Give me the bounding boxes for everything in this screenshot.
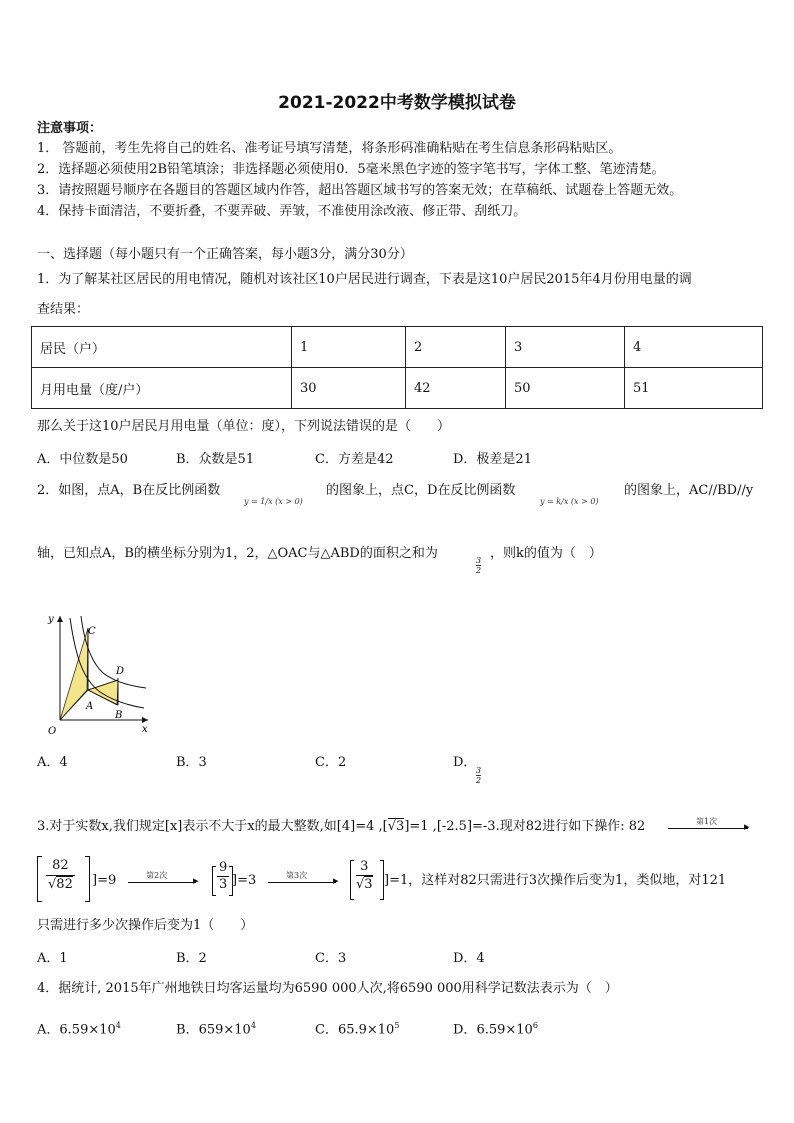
q2-graph-figure [40,610,155,738]
y-axis-arrow [57,616,63,622]
floor-bracket-left [37,856,42,902]
note-item: 4．保持卡面清洁，不要折叠，不要弄破、弄皱，不准使用涂改液、修正带、刮纸刀。 [37,204,527,219]
q3-eq-3: ]=1，这样对82只需进行3次操作后变为1，类似地，对121 [384,873,727,888]
fraction-numerator: 82 [46,857,75,876]
q3-option-a: A．1 [37,951,68,966]
q2-option-a: A．4 [37,755,68,770]
fraction-denominator: 2 [476,566,482,575]
q4-option-c [315,1017,399,1039]
q3-option-c: C．3 [315,951,347,966]
q2-line-2: 轴，已知点A，B的横坐标分别为1，2，△OAC与△ABD的面积之和为 [37,546,438,561]
q1-option-d: D．极差是21 [453,452,532,467]
page-title: 2021-2022中考数学模拟试卷 [278,93,516,113]
q2-formula-1: y = 1/x (x > 0) [244,497,303,506]
note-item: 3．请按照题号顺序在各题目的答题区域内作答，超出答题区域书写的答案无效；在草稿纸、试题卷上答题无效。 [37,183,683,198]
step-label-2: 第2次 [146,871,168,880]
table-cell: 4 [625,327,763,368]
option-base: 659×10 [198,1022,251,1038]
q2-text-3: 的图象上，AC//BD//y [624,483,754,498]
option-label: B． [176,1022,199,1038]
option-exponent: 6 [532,1021,538,1030]
label-x: x [142,724,148,735]
q4-option-b [176,1017,256,1039]
q2-option-d-fraction [476,766,481,785]
floor-bracket-left [350,860,354,900]
q2-text-1: 2．如图，点A，B在反比例函数 [37,483,221,498]
label-a: A [86,701,94,712]
table-cell: 1 [292,327,406,368]
table-cell: 42 [406,368,506,409]
arrowhead-icon: ▸ [744,820,750,833]
label-c: C [88,626,96,637]
q3-eq-2: ]=3 [232,873,257,888]
fraction-denominator: √82 [48,877,73,892]
q1-option-b: B．众数是51 [176,452,255,467]
label-y: y [48,614,54,625]
arrowhead-icon: ▸ [193,874,199,887]
arrowhead-icon: ▸ [333,874,339,887]
q1-option-c: C．方差是42 [315,452,394,467]
label-b: B [115,710,123,721]
x-axis-arrow [142,717,148,723]
step-label-1: 第1次 [696,817,718,826]
q1-stem-line1: 1．为了解某社区居民的用电情况，随机对该社区10户居民进行调查，下表是这10户居民2015年4月份用电量的调 [37,272,692,287]
step-arrow-1 [668,828,748,829]
option-base: 6.59×10 [59,1022,116,1038]
q2-formula-2: y = k/x (x > 0) [540,497,599,506]
sqrt-value: 3 [396,819,405,834]
q3-text-a: 3.对于实数x,我们规定[x]表示不大于x的最大整数,如[4]=4 ,[ [37,819,388,834]
floor-bracket-left [212,866,216,896]
q1-question: 那么关于这10户居民月用电量（单位：度），下列说法错误的是（ ） [37,419,451,434]
q2-option-c: C．2 [315,755,347,770]
sqrt-3: √3 [387,819,405,834]
step-arrow-2 [128,882,196,883]
sqrt-value: 3 [364,877,373,892]
q4-stem: 4．据统计, 2015年广州地铁日均客运量均为6590 000人次,将6590 000用科学记数法表示为（ ） [37,981,618,996]
step-label-3: 第3次 [286,871,308,880]
q2-option-d: D． [453,755,477,770]
table-cell: 30 [292,368,406,409]
option-base: 6.59×10 [476,1022,533,1038]
fraction-numerator: 9 [219,860,228,875]
q2-text-2: 的图象上，点C，D在反比例函数 [326,483,516,498]
option-exponent: 4 [115,1021,121,1030]
q4-option-a [37,1017,121,1039]
step-arrow-3 [268,882,336,883]
option-label: A． [37,1022,60,1038]
q3-text-b: ]=1 ,[-2.5]=-3.现对82进行如下操作: 82 [404,819,646,834]
option-exponent: 5 [394,1021,400,1030]
label-d: D [116,666,125,677]
table-row [32,368,763,409]
q2-option-b: B．3 [176,755,207,770]
section-heading: 一、选择题（每小题只有一个正确答案，每小题3分，满分30分） [37,247,413,262]
table-row [32,327,763,368]
q3-line-3: 只需进行多少次操作后变为1（ ） [37,918,254,933]
option-exponent: 4 [250,1021,256,1030]
fraction-denominator: 2 [476,776,482,785]
table-cell: 3 [506,327,625,368]
q3-line-1 [37,818,645,836]
table-cell: 50 [506,368,625,409]
q2-fraction [476,556,481,575]
q4-option-d [453,1017,538,1039]
table-cell: 51 [625,368,763,409]
label-o: O [48,726,57,737]
fraction-numerator: 3 [356,858,373,876]
fraction-numerator: 3 [476,766,482,775]
q3-eq-1: ]=9 [92,873,117,888]
table-cell: 居民（户） [32,327,292,368]
q3-option-d: D．4 [453,951,485,966]
table-cell: 2 [406,327,506,368]
q1-option-a: A．中位数是50 [37,452,128,467]
option-base: 65.9×10 [337,1022,395,1038]
note-item: 1． 答题前，考生先将自己的姓名、准考证号填写清楚，将条形码准确粘贴在考生信息条形码粘贴区。 [37,141,622,156]
notes-heading: 注意事项： [37,121,103,136]
sqrt-value: 82 [56,877,73,892]
fraction-82-over-sqrt82 [46,857,75,894]
floor-bracket-right [85,856,90,902]
q1-stem-line2: 查结果： [37,302,90,317]
fraction-denominator: √3 [356,877,373,892]
option-label: D． [453,1022,477,1038]
fraction-denominator: 3 [219,877,228,892]
fraction-3-over-sqrt3 [356,858,373,893]
q1-data-table [31,326,763,409]
fraction-numerator: 3 [476,556,482,565]
q2-line-2-tail: ，则k的值为（ ） [490,546,602,561]
table-cell: 月用电量（度/户） [32,368,292,409]
fraction-9-over-3 [217,860,229,893]
option-label: C． [315,1022,338,1038]
note-item: 2．选择题必须使用2B铅笔填涂；非选择题必须使用0．5毫米黑色字迹的签字笔书写，字体工整、笔迹清楚。 [37,162,665,177]
q3-option-b: B．2 [176,951,207,966]
